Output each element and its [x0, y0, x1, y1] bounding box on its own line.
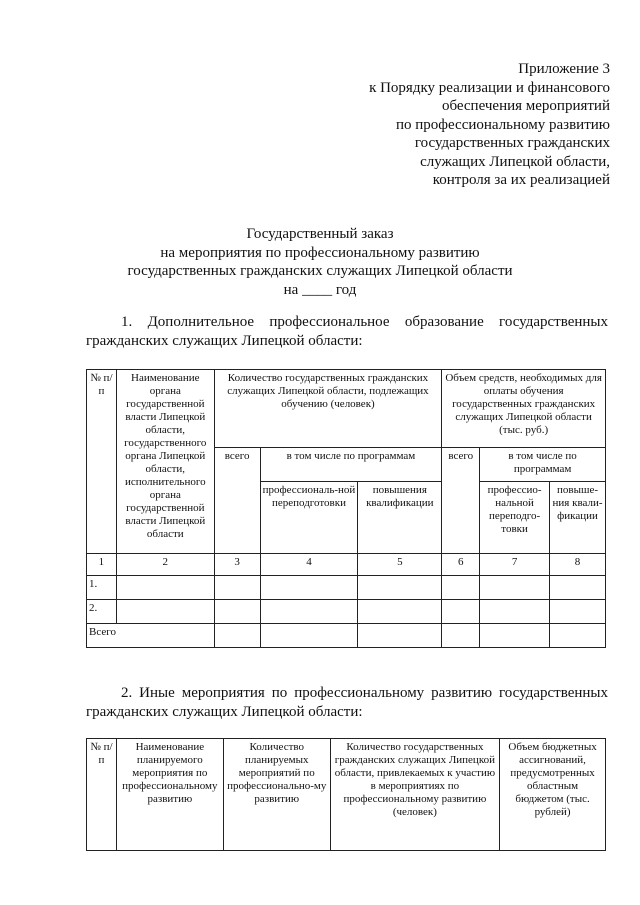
header-employee-count: Количество государственных гражданских служащих Липецкой области, подлежащих обучению (человек) — [214, 370, 442, 448]
total-row — [87, 624, 606, 648]
appendix-line: Приложение 3 — [518, 61, 610, 77]
total-label: Всего — [87, 624, 215, 648]
header-participant-count: Количество государственных гражданских служащих Липецкой области, привлекаемых к участию в мероприятиях по профессиональному развитию (человек) — [330, 739, 499, 851]
header-event-name: Наименование планируемого мероприятия по профессиональному развитию — [116, 739, 223, 851]
header-num: № п/п — [87, 370, 117, 554]
appendix-line: служащих Липецкой области, — [420, 153, 610, 170]
appendix-line: государственных гражданских — [414, 135, 610, 151]
header-total: всего — [442, 448, 480, 554]
header-retraining: профессио-нальной переподго-товки — [480, 482, 550, 554]
column-number: 7 — [480, 554, 550, 576]
education-table — [86, 369, 606, 648]
title-line: на мероприятия по профессиональному развитию — [160, 244, 480, 261]
header-budget: Объем бюджетных ассигнований, предусмотренных областным бюджетом (тыс. рублей) — [500, 739, 606, 851]
appendix-line: к Порядку реализации и финансового — [369, 79, 610, 96]
section-1-heading: 1. Дополнительное профессиональное образование государственных гражданских служащих Липецкой области: — [86, 314, 608, 349]
appendix-line: по профессиональному развитию — [395, 116, 610, 133]
section-2-heading: 2. Иные мероприятия по профессиональному развитию государственных гражданских служащих Липецкой области: — [86, 685, 608, 720]
header-qualification: повыше-ния квали-фикации — [550, 482, 606, 554]
appendix-line: обеспечения мероприятий — [441, 98, 610, 114]
column-number: 2 — [116, 554, 214, 576]
header-num: № п/п — [87, 739, 117, 851]
column-number: 4 — [260, 554, 358, 576]
column-number: 6 — [442, 554, 480, 576]
header-total: всего — [214, 448, 260, 554]
header-event-count: Количество планируемых мероприятий по профессионально-му развитию — [223, 739, 330, 851]
appendix-line: контроля за их реализацией — [432, 172, 610, 188]
title-line: Государственный заказ — [246, 226, 394, 242]
appendix-block — [310, 60, 610, 190]
table-row — [87, 576, 606, 600]
table-row — [87, 600, 606, 624]
header-including: в том числе по программам — [480, 448, 606, 482]
title-line: государственных гражданских служащих Липецкой области — [127, 263, 513, 279]
document-title — [0, 225, 640, 299]
row-number: 1. — [87, 576, 117, 600]
header-including: в том числе по программам — [260, 448, 442, 482]
header-retraining: профессиональ-ной переподготовки — [260, 482, 358, 554]
column-number: 8 — [550, 554, 606, 576]
other-events-table — [86, 738, 606, 851]
header-funds: Объем средств, необходимых для оплаты обучения государственных гражданских служащих Липецкой области (тыс. руб.) — [442, 370, 606, 448]
title-line: на ____ год — [283, 281, 357, 298]
column-number: 3 — [214, 554, 260, 576]
column-number: 5 — [358, 554, 442, 576]
row-number: 2. — [87, 600, 117, 624]
column-number: 1 — [87, 554, 117, 576]
header-qualification: повышения квалификации — [358, 482, 442, 554]
header-organ-name: Наименование органа государственной власти Липецкой области, государственного органа Липецкой области, исполнительного органа государственной власти Липецкой области — [116, 370, 214, 554]
